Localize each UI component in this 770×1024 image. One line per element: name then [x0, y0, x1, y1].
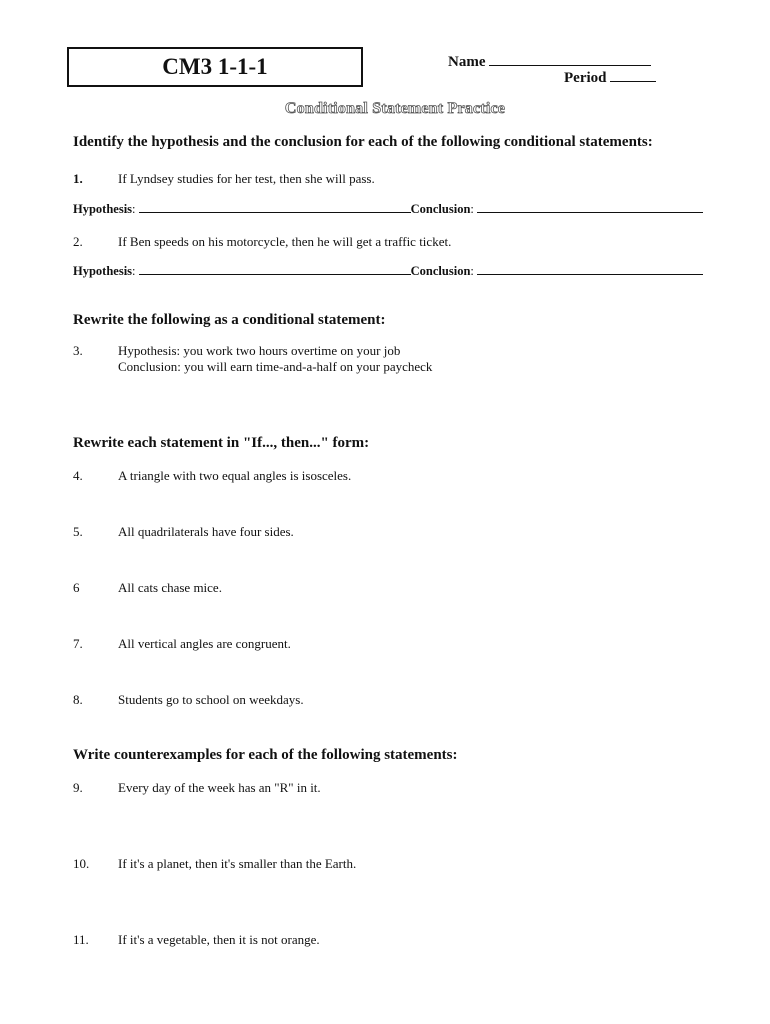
item-text: Every day of the week has an "R" in it. — [118, 780, 321, 795]
section2-heading: Rewrite the following as a conditional statement: — [73, 312, 386, 328]
item-number: 7. — [73, 636, 83, 651]
name-blank[interactable] — [489, 64, 651, 66]
period-field — [564, 70, 656, 87]
item-number: 5. — [73, 524, 83, 539]
item-number: 9. — [73, 780, 83, 795]
item-text: A triangle with two equal angles is isosceles. — [118, 468, 352, 483]
worksheet-code-box — [67, 47, 363, 87]
name-field — [448, 54, 651, 71]
section3-heading: Rewrite each statement in "If..., then..." form: — [73, 435, 370, 451]
hypothesis-conclusion-row: Hypothesis: Conclusion: — [73, 202, 703, 217]
item-number: 8. — [73, 692, 83, 707]
page-title: Conditional Statement Practice — [284, 100, 506, 117]
section1-heading: Identify the hypothesis and the conclusion for each of the following conditional statements: — [73, 134, 653, 150]
item-text: All cats chase mice. — [118, 580, 222, 595]
period-blank[interactable] — [610, 80, 656, 82]
item-number: 3. — [73, 343, 83, 358]
item-text: All vertical angles are congruent. — [118, 636, 291, 651]
item-text: If it's a planet, then it's smaller than the Earth. — [118, 856, 357, 871]
item-number: 11. — [73, 932, 89, 947]
hypothesis-blank[interactable] — [139, 273, 411, 275]
item-text: If Lyndsey studies for her test, then she will pass. — [118, 171, 375, 186]
hypothesis-blank[interactable] — [139, 211, 411, 213]
conclusion-label: Conclusion — [410, 264, 471, 278]
item-number: 6 — [73, 580, 80, 595]
item-number: 4. — [73, 468, 83, 483]
name-label: Name — [448, 54, 486, 70]
conclusion-blank[interactable] — [477, 211, 703, 213]
hypothesis-label: Hypothesis — [73, 202, 133, 216]
period-label: Period — [564, 70, 607, 86]
item-number: 2. — [73, 234, 83, 249]
hypothesis-conclusion-row: Hypothesis: Conclusion: — [73, 264, 703, 279]
conclusion-label: Conclusion — [410, 202, 471, 216]
worksheet-code: CM3 1-1-1 — [162, 54, 268, 79]
hypothesis-label: Hypothesis — [73, 264, 133, 278]
item-text: All quadrilaterals have four sides. — [118, 524, 294, 539]
given-conclusion: Conclusion: you will earn time-and-a-half on your paycheck — [118, 359, 433, 374]
item-text: If Ben speeds on his motorcycle, then he will get a traffic ticket. — [118, 234, 452, 249]
conclusion-blank[interactable] — [477, 273, 703, 275]
item-number: 10. — [73, 856, 90, 871]
item-text: If it's a vegetable, then it is not orange. — [118, 932, 320, 947]
section4-heading: Write counterexamples for each of the following statements: — [73, 747, 458, 763]
item-number: 1. — [73, 171, 83, 186]
given-hypothesis: Hypothesis: you work two hours overtime on your job — [118, 343, 401, 358]
item-text: Students go to school on weekdays. — [118, 692, 304, 707]
